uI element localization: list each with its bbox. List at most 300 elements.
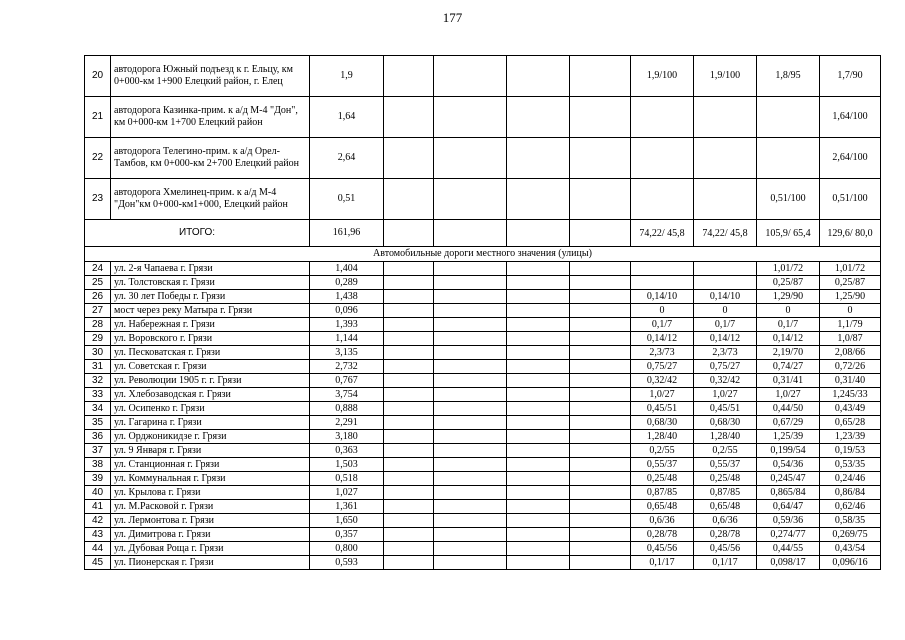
road-name-cell: ул. Набережная г. Грязи [111, 318, 310, 332]
length-cell: 3,754 [310, 388, 384, 402]
value-cell: 0 [694, 304, 757, 318]
length-cell: 0,518 [310, 472, 384, 486]
value-cell: 1,1/79 [820, 318, 881, 332]
empty-cell [570, 290, 631, 304]
value-cell: 1,7/90 [820, 56, 881, 97]
value-cell: 0,62/46 [820, 500, 881, 514]
empty-cell [570, 97, 631, 138]
value-cell: 0,31/40 [820, 374, 881, 388]
empty-cell [507, 97, 570, 138]
road-name-cell: ул. Воровского г. Грязи [111, 332, 310, 346]
empty-cell [507, 388, 570, 402]
row-number-cell: 37 [85, 444, 111, 458]
table-body [85, 56, 881, 570]
value-cell: 0,096/16 [820, 556, 881, 570]
value-cell: 0,1/17 [694, 556, 757, 570]
value-cell: 0,199/54 [757, 444, 820, 458]
empty-cell [570, 388, 631, 402]
empty-cell [507, 138, 570, 179]
empty-cell [384, 138, 434, 179]
empty-cell [507, 430, 570, 444]
value-cell [694, 276, 757, 290]
empty-cell [384, 556, 434, 570]
road-name-cell: ул. Крылова г. Грязи [111, 486, 310, 500]
empty-cell [384, 332, 434, 346]
length-cell: 1,438 [310, 290, 384, 304]
length-cell: 2,291 [310, 416, 384, 430]
value-cell: 0,72/26 [820, 360, 881, 374]
value-cell: 1,01/72 [757, 262, 820, 276]
road-name-cell: ул. Осипенко г. Грязи [111, 402, 310, 416]
empty-cell [434, 290, 507, 304]
empty-cell [434, 528, 507, 542]
total-value-cell: 129,6/ 80,0 [820, 220, 881, 247]
row-number-cell: 27 [85, 304, 111, 318]
table-row [85, 56, 881, 97]
empty-cell [384, 304, 434, 318]
value-cell: 0,14/12 [694, 332, 757, 346]
length-cell: 0,363 [310, 444, 384, 458]
length-cell: 0,357 [310, 528, 384, 542]
value-cell: 0,1/17 [631, 556, 694, 570]
table-row [85, 388, 881, 402]
empty-cell [384, 179, 434, 220]
empty-cell [434, 179, 507, 220]
length-cell: 0,767 [310, 374, 384, 388]
empty-cell [570, 360, 631, 374]
value-cell: 0,19/53 [820, 444, 881, 458]
row-number-cell: 22 [85, 138, 111, 179]
value-cell: 0,45/56 [631, 542, 694, 556]
empty-cell [434, 388, 507, 402]
row-number-cell: 21 [85, 97, 111, 138]
row-number-cell: 24 [85, 262, 111, 276]
value-cell: 0,65/48 [694, 500, 757, 514]
value-cell: 0,098/17 [757, 556, 820, 570]
empty-cell [434, 262, 507, 276]
table-row [85, 346, 881, 360]
empty-cell [570, 486, 631, 500]
empty-cell [384, 500, 434, 514]
value-cell: 0,25/48 [694, 472, 757, 486]
row-number-cell: 30 [85, 346, 111, 360]
road-name-cell: автодорога Хмелинец-прим. к а/д М-4 "Дон"км 0+000-км1+000, Елецкий район [111, 179, 310, 220]
value-cell: 1,23/39 [820, 430, 881, 444]
empty-cell [570, 346, 631, 360]
value-cell: 0,44/50 [757, 402, 820, 416]
road-name-cell: ул. Гагарина г. Грязи [111, 416, 310, 430]
road-name-cell: ул. Пионерская г. Грязи [111, 556, 310, 570]
empty-cell [434, 220, 507, 247]
row-number-cell: 45 [85, 556, 111, 570]
value-cell: 0,54/36 [757, 458, 820, 472]
empty-cell [434, 430, 507, 444]
empty-cell [434, 458, 507, 472]
value-cell: 1,25/90 [820, 290, 881, 304]
empty-cell [507, 262, 570, 276]
empty-cell [434, 486, 507, 500]
empty-cell [434, 402, 507, 416]
row-number-cell: 34 [85, 402, 111, 416]
value-cell: 0,1/7 [694, 318, 757, 332]
row-number-cell: 33 [85, 388, 111, 402]
row-number-cell: 26 [85, 290, 111, 304]
value-cell: 0,6/36 [631, 514, 694, 528]
value-cell: 0,51/100 [757, 179, 820, 220]
length-cell: 3,180 [310, 430, 384, 444]
empty-cell [434, 472, 507, 486]
empty-cell [507, 444, 570, 458]
empty-cell [434, 318, 507, 332]
empty-cell [570, 220, 631, 247]
road-name-cell: ул. 2-я Чапаева г. Грязи [111, 262, 310, 276]
empty-cell [384, 220, 434, 247]
value-cell: 0,2/55 [694, 444, 757, 458]
road-name-cell: ул. М.Расковой г. Грязи [111, 500, 310, 514]
empty-cell [570, 262, 631, 276]
road-name-cell: ул. 9 Января г. Грязи [111, 444, 310, 458]
row-number-cell: 23 [85, 179, 111, 220]
section-header-row [85, 247, 881, 262]
empty-cell [384, 388, 434, 402]
value-cell: 2,19/70 [757, 346, 820, 360]
table-row [85, 290, 881, 304]
empty-cell [507, 472, 570, 486]
road-name-cell: автодорога Телегино-прим. к а/д Орел-Тамбов, км 0+000-км 2+700 Елецкий район [111, 138, 310, 179]
value-cell: 0,86/84 [820, 486, 881, 500]
road-name-cell: мост через реку Матыра г. Грязи [111, 304, 310, 318]
table-row [85, 304, 881, 318]
value-cell: 1,25/39 [757, 430, 820, 444]
empty-cell [507, 542, 570, 556]
value-cell [757, 97, 820, 138]
value-cell: 0,14/12 [757, 332, 820, 346]
value-cell [631, 138, 694, 179]
value-cell: 2,64/100 [820, 138, 881, 179]
empty-cell [384, 444, 434, 458]
value-cell: 0,68/30 [694, 416, 757, 430]
table-row [85, 514, 881, 528]
length-cell: 0,593 [310, 556, 384, 570]
empty-cell [384, 542, 434, 556]
empty-cell [570, 276, 631, 290]
empty-cell [434, 332, 507, 346]
length-cell: 1,64 [310, 97, 384, 138]
total-label: ИТОГО: [85, 220, 310, 247]
table-row [85, 472, 881, 486]
value-cell: 0,58/35 [820, 514, 881, 528]
value-cell: 0,74/27 [757, 360, 820, 374]
empty-cell [384, 290, 434, 304]
empty-cell [507, 346, 570, 360]
empty-cell [507, 514, 570, 528]
empty-cell [434, 97, 507, 138]
empty-cell [384, 346, 434, 360]
empty-cell [507, 360, 570, 374]
value-cell: 2,3/73 [631, 346, 694, 360]
length-cell: 0,51 [310, 179, 384, 220]
empty-cell [570, 514, 631, 528]
empty-cell [507, 318, 570, 332]
empty-cell [570, 138, 631, 179]
road-name-cell: автодорога Южный подъезд к г. Ельцу, км 0+000-км 1+900 Елецкий район, г. Елец [111, 56, 310, 97]
value-cell: 2,3/73 [694, 346, 757, 360]
value-cell: 0,43/54 [820, 542, 881, 556]
empty-cell [507, 486, 570, 500]
length-cell: 1,503 [310, 458, 384, 472]
empty-cell [434, 514, 507, 528]
value-cell: 0,45/51 [694, 402, 757, 416]
road-name-cell: ул. Коммунальная г. Грязи [111, 472, 310, 486]
value-cell: 0 [820, 304, 881, 318]
table-row [85, 262, 881, 276]
road-name-cell: ул. Лермонтова г. Грязи [111, 514, 310, 528]
empty-cell [384, 402, 434, 416]
length-cell: 1,404 [310, 262, 384, 276]
value-cell [631, 179, 694, 220]
empty-cell [434, 304, 507, 318]
empty-cell [434, 500, 507, 514]
total-length-cell: 161,96 [310, 220, 384, 247]
empty-cell [384, 262, 434, 276]
empty-cell [434, 416, 507, 430]
empty-cell [384, 486, 434, 500]
length-cell: 1,650 [310, 514, 384, 528]
length-cell: 0,289 [310, 276, 384, 290]
empty-cell [384, 56, 434, 97]
empty-cell [384, 97, 434, 138]
table-row [85, 528, 881, 542]
empty-cell [570, 179, 631, 220]
empty-cell [570, 416, 631, 430]
table-row [85, 374, 881, 388]
total-row [85, 220, 881, 247]
value-cell: 0,269/75 [820, 528, 881, 542]
value-cell: 0,25/48 [631, 472, 694, 486]
row-number-cell: 36 [85, 430, 111, 444]
road-name-cell: автодорога Казинка-прим. к а/д М-4 "Дон", км 0+000-км 1+700 Елецкий район [111, 97, 310, 138]
value-cell: 0,14/10 [694, 290, 757, 304]
value-cell: 0,865/84 [757, 486, 820, 500]
empty-cell [507, 374, 570, 388]
empty-cell [507, 276, 570, 290]
road-name-cell: ул. 30 лет Победы г. Грязи [111, 290, 310, 304]
length-cell: 1,144 [310, 332, 384, 346]
road-name-cell: ул. Дубовая Роща г. Грязи [111, 542, 310, 556]
value-cell: 0,28/78 [631, 528, 694, 542]
empty-cell [507, 402, 570, 416]
roads-table [84, 55, 881, 570]
empty-cell [507, 500, 570, 514]
empty-cell [434, 276, 507, 290]
road-name-cell: ул. Толстовская г. Грязи [111, 276, 310, 290]
road-name-cell: ул. Советская г. Грязи [111, 360, 310, 374]
value-cell: 0,65/48 [631, 500, 694, 514]
table-row [85, 97, 881, 138]
row-number-cell: 41 [85, 500, 111, 514]
value-cell: 1,0/27 [757, 388, 820, 402]
empty-cell [384, 374, 434, 388]
value-cell: 0,1/7 [631, 318, 694, 332]
value-cell: 1,8/95 [757, 56, 820, 97]
empty-cell [507, 528, 570, 542]
value-cell: 0,55/37 [694, 458, 757, 472]
total-value-cell: 74,22/ 45,8 [694, 220, 757, 247]
value-cell: 0,31/41 [757, 374, 820, 388]
value-cell: 1,0/27 [694, 388, 757, 402]
row-number-cell: 43 [85, 528, 111, 542]
value-cell: 0,32/42 [631, 374, 694, 388]
empty-cell [507, 556, 570, 570]
value-cell: 0,24/46 [820, 472, 881, 486]
value-cell: 0,43/49 [820, 402, 881, 416]
length-cell: 0,888 [310, 402, 384, 416]
value-cell [631, 97, 694, 138]
value-cell [631, 276, 694, 290]
value-cell: 0,75/27 [631, 360, 694, 374]
value-cell: 1,28/40 [631, 430, 694, 444]
length-cell: 1,361 [310, 500, 384, 514]
value-cell: 0,65/28 [820, 416, 881, 430]
empty-cell [434, 374, 507, 388]
value-cell: 0,45/56 [694, 542, 757, 556]
total-value-cell: 105,9/ 65,4 [757, 220, 820, 247]
empty-cell [570, 528, 631, 542]
table-row [85, 486, 881, 500]
empty-cell [570, 374, 631, 388]
road-name-cell: ул. Революции 1905 г. г. Грязи [111, 374, 310, 388]
value-cell: 1,28/40 [694, 430, 757, 444]
empty-cell [570, 556, 631, 570]
table-row [85, 318, 881, 332]
row-number-cell: 38 [85, 458, 111, 472]
empty-cell [570, 318, 631, 332]
value-cell: 0,44/55 [757, 542, 820, 556]
value-cell: 0,32/42 [694, 374, 757, 388]
total-value-cell: 74,22/ 45,8 [631, 220, 694, 247]
value-cell: 0,68/30 [631, 416, 694, 430]
value-cell: 0,67/29 [757, 416, 820, 430]
length-cell: 1,9 [310, 56, 384, 97]
value-cell: 0,53/35 [820, 458, 881, 472]
value-cell [757, 138, 820, 179]
empty-cell [434, 138, 507, 179]
value-cell: 0,2/55 [631, 444, 694, 458]
empty-cell [384, 472, 434, 486]
empty-cell [570, 402, 631, 416]
value-cell: 0,25/87 [820, 276, 881, 290]
length-cell: 0,800 [310, 542, 384, 556]
road-name-cell: ул. Станционная г. Грязи [111, 458, 310, 472]
value-cell: 0,28/78 [694, 528, 757, 542]
row-number-cell: 25 [85, 276, 111, 290]
row-number-cell: 40 [85, 486, 111, 500]
row-number-cell: 39 [85, 472, 111, 486]
value-cell: 0,245/47 [757, 472, 820, 486]
value-cell: 1,64/100 [820, 97, 881, 138]
empty-cell [507, 179, 570, 220]
value-cell [694, 138, 757, 179]
empty-cell [384, 514, 434, 528]
empty-cell [384, 528, 434, 542]
road-name-cell: ул. Орджоникидзе г. Грязи [111, 430, 310, 444]
empty-cell [570, 500, 631, 514]
empty-cell [570, 444, 631, 458]
value-cell: 0,14/12 [631, 332, 694, 346]
row-number-cell: 31 [85, 360, 111, 374]
empty-cell [434, 556, 507, 570]
value-cell: 1,0/87 [820, 332, 881, 346]
table-row [85, 402, 881, 416]
row-number-cell: 32 [85, 374, 111, 388]
empty-cell [384, 360, 434, 374]
value-cell: 0,6/36 [694, 514, 757, 528]
value-cell [631, 262, 694, 276]
table-row [85, 332, 881, 346]
row-number-cell: 42 [85, 514, 111, 528]
empty-cell [434, 360, 507, 374]
row-number-cell: 35 [85, 416, 111, 430]
road-name-cell: ул. Хлебозаводская г. Грязи [111, 388, 310, 402]
table-row [85, 416, 881, 430]
length-cell: 2,732 [310, 360, 384, 374]
empty-cell [507, 458, 570, 472]
table-row [85, 542, 881, 556]
length-cell: 1,393 [310, 318, 384, 332]
empty-cell [570, 56, 631, 97]
length-cell: 0,096 [310, 304, 384, 318]
page-number: 177 [442, 10, 463, 25]
value-cell: 1,29/90 [757, 290, 820, 304]
length-cell: 3,135 [310, 346, 384, 360]
empty-cell [507, 416, 570, 430]
table-row [85, 444, 881, 458]
empty-cell [507, 56, 570, 97]
length-cell: 2,64 [310, 138, 384, 179]
value-cell: 0 [757, 304, 820, 318]
row-number-cell: 20 [85, 56, 111, 97]
row-number-cell: 29 [85, 332, 111, 346]
value-cell: 0,75/27 [694, 360, 757, 374]
empty-cell [570, 430, 631, 444]
road-name-cell: ул. Песковатская г. Грязи [111, 346, 310, 360]
empty-cell [570, 304, 631, 318]
empty-cell [384, 416, 434, 430]
empty-cell [384, 430, 434, 444]
table-row [85, 179, 881, 220]
value-cell: 2,08/66 [820, 346, 881, 360]
empty-cell [507, 290, 570, 304]
value-cell: 0 [631, 304, 694, 318]
empty-cell [507, 304, 570, 318]
length-cell: 1,027 [310, 486, 384, 500]
empty-cell [384, 318, 434, 332]
value-cell: 0,45/51 [631, 402, 694, 416]
value-cell: 1,9/100 [694, 56, 757, 97]
value-cell: 0,87/85 [631, 486, 694, 500]
empty-cell [507, 332, 570, 346]
value-cell: 0,1/7 [757, 318, 820, 332]
empty-cell [434, 542, 507, 556]
empty-cell [570, 332, 631, 346]
empty-cell [507, 220, 570, 247]
table-row [85, 458, 881, 472]
row-number-cell: 28 [85, 318, 111, 332]
section-title: Автомобильные дороги местного значения (улицы) [85, 247, 881, 262]
value-cell: 1,245/33 [820, 388, 881, 402]
empty-cell [570, 458, 631, 472]
table-row [85, 500, 881, 514]
